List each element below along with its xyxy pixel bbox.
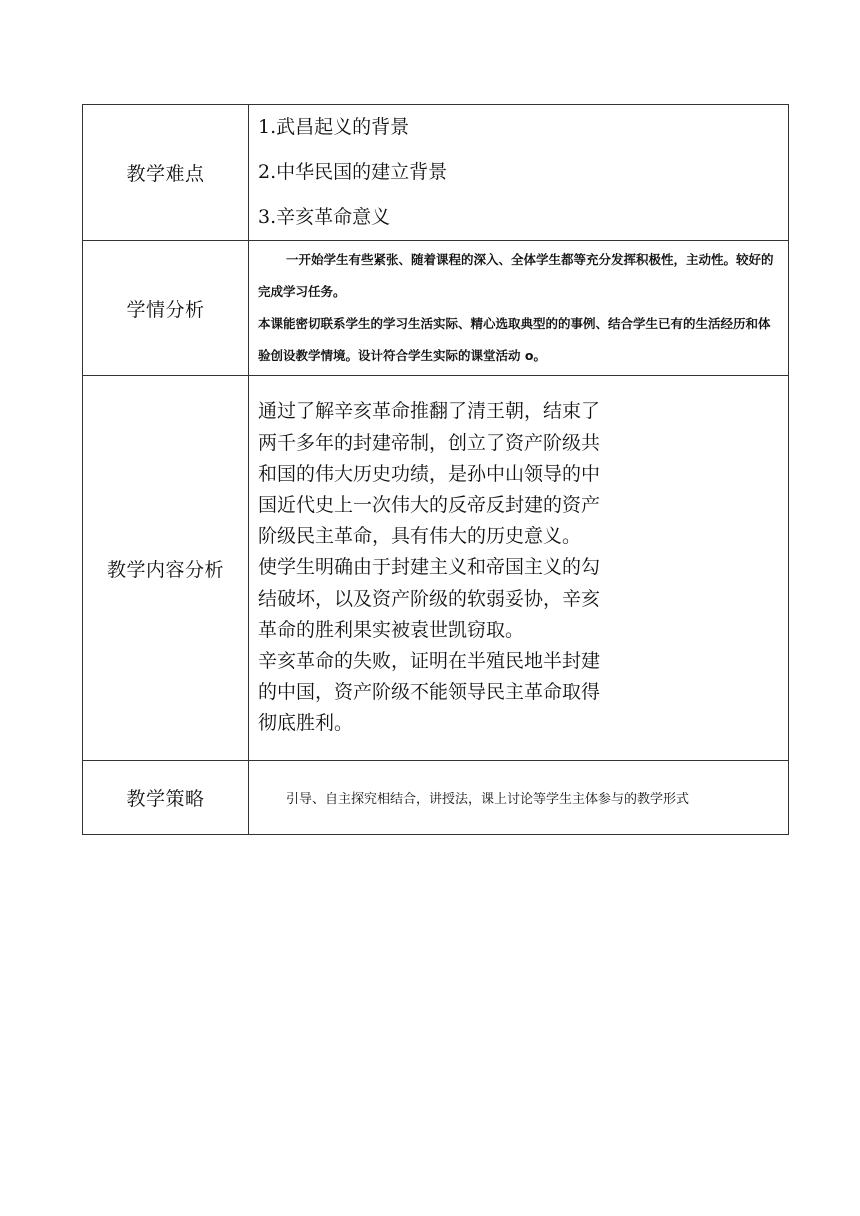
table-row-strategy xyxy=(83,761,789,835)
difficulty-item: 3.辛亥革命意义 xyxy=(258,206,391,228)
content-line: 阶级民主革命，具有伟大的历史意义。 xyxy=(258,525,582,548)
content-line: 辛亥革命的失败，证明在半殖民地半封建 xyxy=(258,650,601,672)
row-label-difficulty: 教学难点 xyxy=(83,105,249,241)
content-line: 使学生明确由于封建主义和帝国主义的勾 xyxy=(258,556,601,579)
difficulty-item: 1.武昌起义的背景 xyxy=(258,116,410,138)
lesson-plan-table xyxy=(82,104,789,835)
table-row-content-analysis xyxy=(83,376,789,761)
strategy-content xyxy=(249,761,789,835)
content-line: 两千多年的封建帝制，创立了资产阶级共 xyxy=(258,431,601,454)
content-analysis-text xyxy=(249,376,789,761)
row-label-strategy: 教学策略 xyxy=(83,761,249,835)
content-line: 彻底胜利。 xyxy=(258,712,354,735)
content-line: 革命的胜利果实被袁世凯窃取。 xyxy=(258,618,525,641)
content-line: 的中国，资产阶级不能领导民主革命取得 xyxy=(258,681,601,704)
content-line: 国近代史上一次伟大的反帝反封建的资产 xyxy=(258,493,601,516)
learning-content xyxy=(249,241,789,376)
learning-paragraph: 本课能密切联系学生的学习生活实际、精心选取典型的的事例、结合学生已有的生活经历和体验创设教学情境。设计符合学生实际的课堂活动 o。 xyxy=(258,316,771,363)
content-line: 通过了解辛亥革命推翻了清王朝，结束了 xyxy=(258,400,601,423)
strategy-text: 引导、自主探究相结合，讲授法，课上讨论等学生主体参与的教学形式 xyxy=(286,792,690,807)
row-label-learning: 学情分析 xyxy=(83,241,249,376)
content-line: 和国的伟大历史功绩，是孙中山领导的中 xyxy=(258,462,601,485)
difficulty-content xyxy=(249,105,789,241)
table-row-learning xyxy=(83,241,789,376)
content-line: 结破坏，以及资产阶级的软弱妥协，辛亥 xyxy=(258,587,601,610)
difficulty-item: 2.中华民国的建立背景 xyxy=(258,161,448,183)
table-row-difficulty xyxy=(83,105,789,241)
learning-paragraph: 一开始学生有些紧张、随着课程的深入、全体学生都等充分发挥积极性，主动性。较好的完成学习任务。 xyxy=(258,252,774,299)
row-label-content-analysis: 教学内容分析 xyxy=(83,376,249,761)
